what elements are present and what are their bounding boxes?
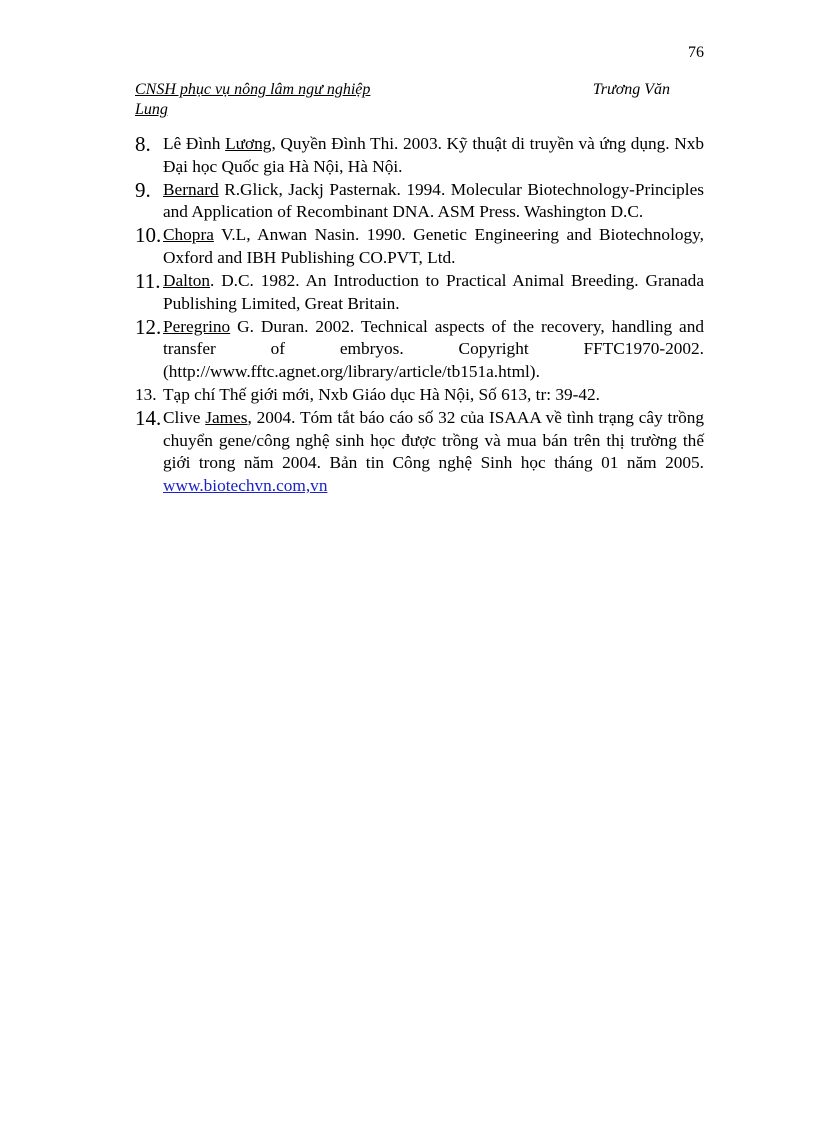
reference-rest: R.Glick, Jackj Pasternak. 1994. Molecular Biotechnology-Principles and Application of Recombinant DNA. ASM Press. Washington D.C. xyxy=(163,179,704,222)
reference-text xyxy=(163,224,704,269)
reference-number: 12. xyxy=(135,314,162,339)
reference-author-underlined: Peregrino xyxy=(163,316,231,336)
reference-item xyxy=(135,133,704,178)
reference-author-underlined: Lương xyxy=(225,134,272,153)
reference-text xyxy=(163,316,704,384)
reference-number: 8. xyxy=(135,132,151,156)
reference-text xyxy=(163,179,704,224)
header-author: Trương Văn xyxy=(592,81,670,98)
running-header xyxy=(135,80,670,120)
reference-rest: , Quyền Đình Thi. 2003. Kỹ thuật di truyền và ứng dụng. Nxb Đại học Quốc gia Hà Nội, Hà Nội. xyxy=(163,134,704,176)
reference-rest: . D.C. 1982. An Introduction to Practical Animal Breeding. Granada Publishing Limited, Great Britain. xyxy=(163,271,704,313)
reference-lead: Lê Đình xyxy=(163,134,226,153)
reference-rest: V.L, Anwan Nasin. 1990. Genetic Engineering and Biotechnology, Oxford and IBH Publishing CO.PVT, Ltd. xyxy=(163,225,704,267)
reference-number: 11. xyxy=(135,269,161,294)
reference-list xyxy=(135,133,704,498)
reference-number: 10. xyxy=(135,223,162,248)
reference-author-underlined: James xyxy=(205,408,248,428)
reference-rest: , 2004. Tóm tắt báo cáo số 32 của ISAAA về tình trạng cây trồng chuyển gene/công nghệ sinh học được trồng và mua bán trên thị trường thế giới trong năm 2004. Bản tin Công nghệ Sinh học tháng 01 năm 2005. xyxy=(163,408,704,473)
reference-lead: Tạp chí Thế giới mới, Nxb Giáo dục Hà Nội, Số 613, tr: 39-42. xyxy=(163,385,600,405)
header-author-continued: Lung xyxy=(135,101,168,118)
reference-text xyxy=(163,270,704,315)
header-title: CNSH phục vụ nông lâm ngư nghiệp xyxy=(135,81,371,98)
reference-item xyxy=(135,384,704,407)
reference-number: 14. xyxy=(135,406,162,431)
reference-rest: G. Duran. 2002. Technical aspects of the recovery, handling and transfer of embryos. Copyright FFTC1970-2002. (http://www.fftc.agnet.org/library/article/tb151a.html). xyxy=(163,316,704,381)
page-number: 76 xyxy=(688,44,704,61)
reference-number: 9. xyxy=(135,177,151,202)
reference-text xyxy=(163,407,704,497)
reference-item xyxy=(135,270,704,315)
reference-link[interactable]: www.biotechvn.com,vn xyxy=(163,475,328,495)
reference-author-underlined: Dalton xyxy=(163,271,211,291)
reference-item xyxy=(135,316,704,384)
reference-item xyxy=(135,179,704,224)
reference-text xyxy=(163,133,704,178)
reference-item xyxy=(135,407,704,497)
reference-item xyxy=(135,224,704,269)
reference-text xyxy=(163,384,704,407)
reference-lead: Clive xyxy=(163,408,206,428)
reference-number: 13. xyxy=(135,385,157,405)
reference-author-underlined: Bernard xyxy=(163,179,219,199)
reference-author-underlined: Chopra xyxy=(163,225,214,245)
